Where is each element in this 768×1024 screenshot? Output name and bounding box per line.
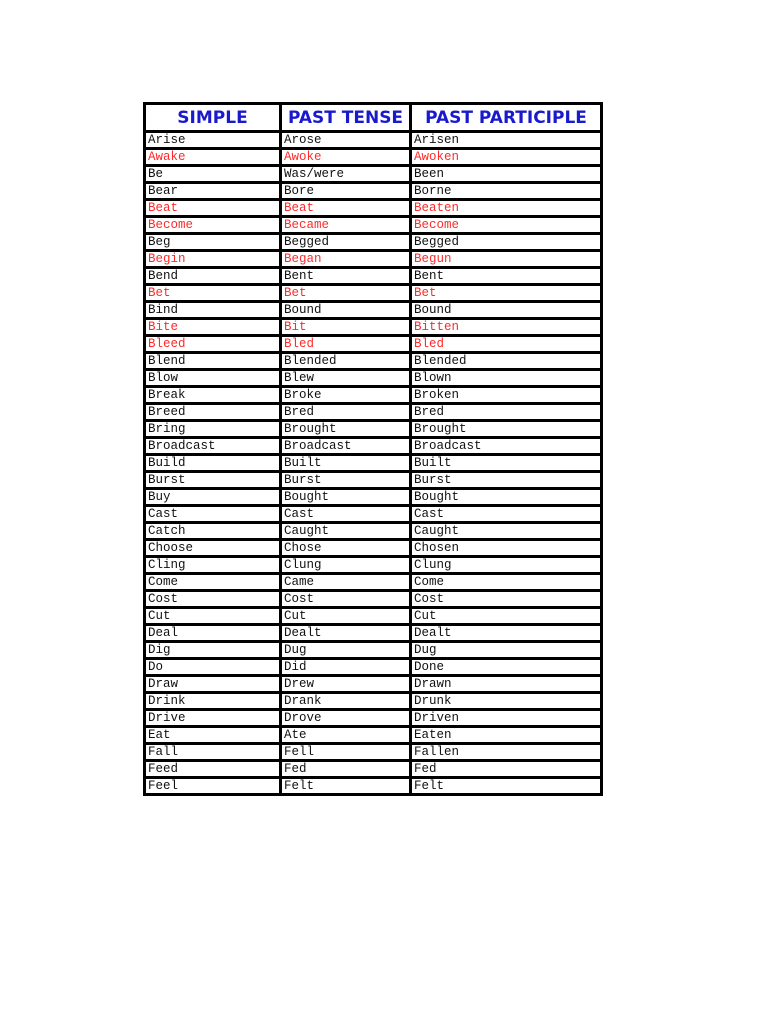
past-tense-form-cell: Cost [281,591,411,608]
simple-form-cell: Burst [145,472,281,489]
header-row [145,104,602,132]
past-tense-form-cell: Bound [281,302,411,319]
past-tense-form-cell: Burst [281,472,411,489]
past-tense-form-cell: Drank [281,693,411,710]
simple-form-cell: Bleed [145,336,281,353]
past-tense-form-cell: Begged [281,234,411,251]
past-participle-form-cell: Driven [411,710,602,727]
past-tense-form-cell: Began [281,251,411,268]
table-row [145,319,602,336]
past-participle-form-cell: Arisen [411,132,602,149]
simple-form-cell: Come [145,574,281,591]
table-row [145,659,602,676]
table-row [145,421,602,438]
table-row [145,285,602,302]
simple-form-cell: Bind [145,302,281,319]
table-row [145,217,602,234]
past-participle-form-cell: Burst [411,472,602,489]
past-tense-form-cell: Bled [281,336,411,353]
past-participle-form-cell: Beaten [411,200,602,217]
simple-form-cell: Arise [145,132,281,149]
past-participle-form-cell: Begged [411,234,602,251]
table-body [145,132,602,795]
past-participle-form-cell: Become [411,217,602,234]
table-row [145,455,602,472]
past-participle-form-cell: Bitten [411,319,602,336]
table-row [145,761,602,778]
past-participle-form-cell: Cut [411,608,602,625]
simple-form-cell: Draw [145,676,281,693]
table-row [145,387,602,404]
simple-form-cell: Catch [145,523,281,540]
past-tense-form-cell: Drove [281,710,411,727]
past-tense-form-cell: Caught [281,523,411,540]
table-row [145,727,602,744]
past-tense-form-cell: Fed [281,761,411,778]
past-tense-form-cell: Dug [281,642,411,659]
past-participle-form-cell: Broken [411,387,602,404]
table-row [145,234,602,251]
simple-form-cell: Buy [145,489,281,506]
table-row [145,625,602,642]
table-row [145,523,602,540]
past-tense-form-cell: Broadcast [281,438,411,455]
table-row [145,540,602,557]
table-row [145,710,602,727]
simple-form-cell: Bite [145,319,281,336]
past-participle-form-cell: Been [411,166,602,183]
irregular-verbs-table [143,102,603,796]
past-participle-form-cell: Bet [411,285,602,302]
table-row [145,404,602,421]
simple-form-cell: Awake [145,149,281,166]
table-row [145,608,602,625]
past-tense-form-cell: Clung [281,557,411,574]
past-participle-form-cell: Chosen [411,540,602,557]
past-tense-form-cell: Ate [281,727,411,744]
table-row [145,489,602,506]
past-tense-form-cell: Bought [281,489,411,506]
past-participle-form-cell: Felt [411,778,602,795]
past-participle-form-cell: Blended [411,353,602,370]
past-tense-form-cell: Blended [281,353,411,370]
simple-form-cell: Bring [145,421,281,438]
past-tense-form-cell: Cut [281,608,411,625]
past-tense-form-cell: Built [281,455,411,472]
simple-form-cell: Feed [145,761,281,778]
table-row [145,183,602,200]
table-row [145,149,602,166]
past-tense-form-cell: Bred [281,404,411,421]
simple-form-cell: Blend [145,353,281,370]
past-tense-form-cell: Drew [281,676,411,693]
past-participle-form-cell: Cast [411,506,602,523]
past-tense-form-cell: Dealt [281,625,411,642]
simple-form-cell: Be [145,166,281,183]
past-participle-form-cell: Bled [411,336,602,353]
past-participle-form-cell: Dealt [411,625,602,642]
table-row [145,200,602,217]
past-tense-form-cell: Bent [281,268,411,285]
simple-form-cell: Cost [145,591,281,608]
simple-form-cell: Beat [145,200,281,217]
past-tense-form-cell: Brought [281,421,411,438]
table-row [145,574,602,591]
past-tense-form-cell: Blew [281,370,411,387]
past-tense-form-cell: Bet [281,285,411,302]
simple-form-cell: Deal [145,625,281,642]
simple-form-cell: Begin [145,251,281,268]
past-tense-form-cell: Chose [281,540,411,557]
past-tense-form-cell: Broke [281,387,411,404]
past-participle-form-cell: Bought [411,489,602,506]
table-row [145,438,602,455]
simple-form-cell: Drink [145,693,281,710]
past-participle-form-cell: Bred [411,404,602,421]
past-participle-form-cell: Drawn [411,676,602,693]
table-row [145,506,602,523]
simple-form-cell: Cling [145,557,281,574]
simple-form-cell: Broadcast [145,438,281,455]
table-row [145,302,602,319]
simple-form-cell: Eat [145,727,281,744]
table-row [145,353,602,370]
past-participle-form-cell: Dug [411,642,602,659]
simple-form-cell: Break [145,387,281,404]
past-participle-form-cell: Fed [411,761,602,778]
simple-form-cell: Choose [145,540,281,557]
table-row [145,472,602,489]
past-participle-form-cell: Clung [411,557,602,574]
past-participle-form-cell: Begun [411,251,602,268]
simple-form-cell: Do [145,659,281,676]
past-tense-form-cell: Cast [281,506,411,523]
header-past-participle: PAST PARTICIPLE [411,104,602,132]
simple-form-cell: Drive [145,710,281,727]
table-row [145,693,602,710]
table-row [145,557,602,574]
simple-form-cell: Bet [145,285,281,302]
table-row [145,744,602,761]
past-participle-form-cell: Borne [411,183,602,200]
simple-form-cell: Cut [145,608,281,625]
past-tense-form-cell: Bore [281,183,411,200]
past-tense-form-cell: Did [281,659,411,676]
simple-form-cell: Cast [145,506,281,523]
table-row [145,778,602,795]
table-row [145,591,602,608]
table-row [145,251,602,268]
simple-form-cell: Dig [145,642,281,659]
past-tense-form-cell: Felt [281,778,411,795]
simple-form-cell: Fall [145,744,281,761]
past-participle-form-cell: Awoken [411,149,602,166]
past-tense-form-cell: Bit [281,319,411,336]
simple-form-cell: Breed [145,404,281,421]
past-participle-form-cell: Caught [411,523,602,540]
past-participle-form-cell: Eaten [411,727,602,744]
past-participle-form-cell: Drunk [411,693,602,710]
table-row [145,132,602,149]
past-participle-form-cell: Done [411,659,602,676]
past-tense-form-cell: Became [281,217,411,234]
simple-form-cell: Feel [145,778,281,795]
table-row [145,268,602,285]
table-row [145,336,602,353]
past-tense-form-cell: Was/were [281,166,411,183]
past-participle-form-cell: Cost [411,591,602,608]
past-tense-form-cell: Beat [281,200,411,217]
past-participle-form-cell: Fallen [411,744,602,761]
table-row [145,642,602,659]
past-tense-form-cell: Came [281,574,411,591]
past-participle-form-cell: Brought [411,421,602,438]
past-tense-form-cell: Fell [281,744,411,761]
table-header [145,104,602,132]
past-participle-form-cell: Broadcast [411,438,602,455]
simple-form-cell: Build [145,455,281,472]
table-row [145,166,602,183]
simple-form-cell: Beg [145,234,281,251]
table-row [145,370,602,387]
header-past-tense: PAST TENSE [281,104,411,132]
simple-form-cell: Blow [145,370,281,387]
past-participle-form-cell: Come [411,574,602,591]
simple-form-cell: Bend [145,268,281,285]
header-simple: SIMPLE [145,104,281,132]
table-row [145,676,602,693]
past-participle-form-cell: Blown [411,370,602,387]
simple-form-cell: Bear [145,183,281,200]
past-tense-form-cell: Awoke [281,149,411,166]
past-tense-form-cell: Arose [281,132,411,149]
past-participle-form-cell: Bent [411,268,602,285]
past-participle-form-cell: Built [411,455,602,472]
simple-form-cell: Become [145,217,281,234]
past-participle-form-cell: Bound [411,302,602,319]
